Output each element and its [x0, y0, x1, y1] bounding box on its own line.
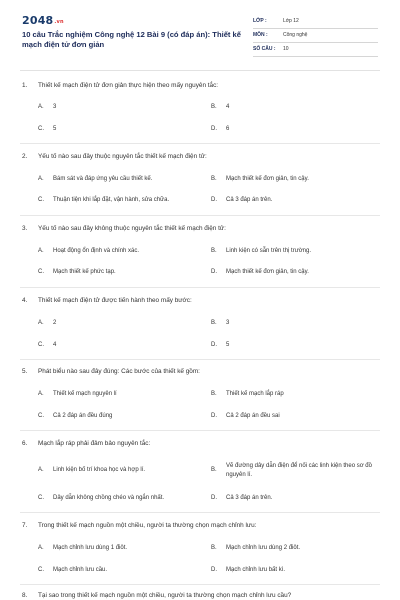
question-divider: [20, 430, 380, 431]
site-logo[interactable]: $2048^{.vn}$: [22, 14, 64, 27]
question-text: 5. Phát biểu nào sau đây đúng: Các bước của thiết kế gồm:: [22, 368, 200, 375]
question-divider: [20, 143, 380, 144]
document-title: 10 câu Trắc nghiệm Công nghệ 12 Bài 9 (có đáp án): Thiết kế mạch điện tử đơn giản: [22, 30, 242, 49]
question-text: 8. Tại sao trong thiết kế mạch nguồn một chiều, người ta thường chọn mạch chỉnh lưu cầu?: [22, 592, 292, 599]
info-row-class: [253, 15, 378, 29]
question-text: 6. Mạch lắp ráp phải đảm bảo nguyên tắc:: [22, 440, 151, 447]
question-divider: [20, 512, 380, 513]
info-label: MÔN :: [253, 32, 268, 38]
header-divider: [20, 70, 380, 71]
info-label: LỚP :: [253, 18, 267, 24]
info-row-count: [253, 43, 378, 57]
question-text: 1. Thiết kế mạch điện tử đơn giản thực hiện theo mấy nguyên tắc:: [22, 82, 219, 89]
info-row-subject: [253, 29, 378, 43]
question-text: 3. Yếu tố nào sau đây không thuộc nguyên tắc thiết kế mạch điện tử:: [22, 225, 226, 232]
question-divider: [20, 287, 380, 288]
info-value: Công nghệ: [283, 32, 308, 38]
info-box: [253, 15, 378, 57]
question-text: 4. Thiết kế mạch điện tử được tiến hành theo mấy bước:: [22, 297, 192, 304]
question-text: 2. Yếu tố nào sau đây thuộc nguyên tắc thiết kế mạch điện tử:: [22, 153, 207, 160]
question-divider: [20, 215, 380, 216]
question-divider: [20, 584, 380, 585]
question-text: 7. Trong thiết kế mạch nguồn một chiều, người ta thường chọn mạch chỉnh lưu:: [22, 522, 257, 529]
info-value: Lớp 12: [283, 18, 299, 24]
document-header: [0, 0, 400, 66]
question-divider: [20, 359, 380, 360]
info-value: 10: [283, 46, 289, 52]
info-label: SỐ CÂU :: [253, 46, 276, 52]
